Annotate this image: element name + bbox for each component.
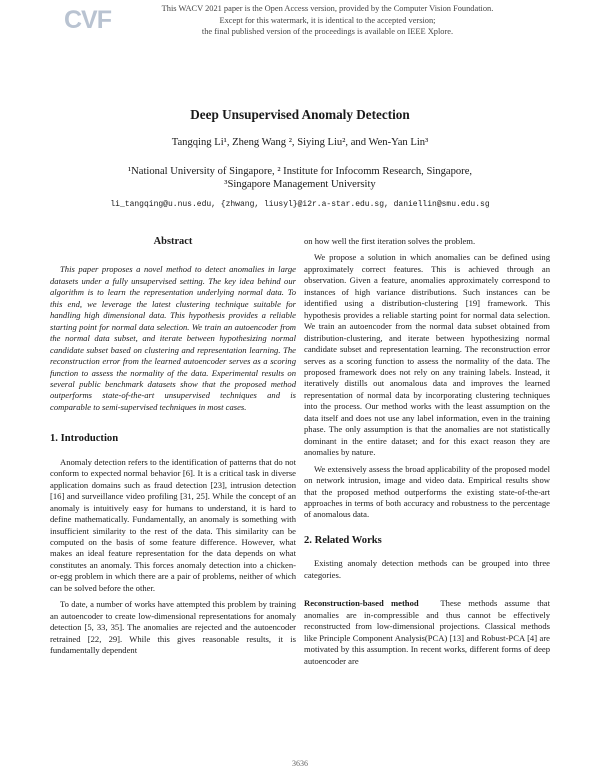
affiliation-line: ¹National University of Singapore, ² Institute for Infocomm Research, Singapore,: [127, 166, 473, 177]
open-access-watermark: [130, 3, 525, 38]
section-heading-introduction: 1. Introduction: [50, 433, 119, 445]
watermark-line: Except for this watermark, it is identical to the accepted version;: [219, 15, 436, 25]
abstract-heading: Abstract: [153, 236, 193, 247]
body-paragraph-continuation: on how well the first iteration solves the problem.: [304, 236, 476, 246]
body-paragraph: Existing anomaly detection methods can be grouped into three categories.: [304, 558, 550, 580]
affiliation-line: ³Singapore Management University: [224, 178, 376, 190]
body-paragraph: To date, a number of works have attempted this problem by training an autoencoder to create low-dimensional representations for anomaly detection [5, 33, 35]. The anomalies are rejected and the autoencoder retrained [22, 29]. While this gives reasonable results, it is fundamentally dependent: [50, 599, 296, 656]
abstract-body: [50, 264, 296, 413]
page-number: 3636: [292, 759, 308, 768]
author-list: Tangqing Li¹, Zheng Wang ², Siying Liu², and Wen-Yan Lin³: [171, 137, 429, 148]
watermark-line: This WACV 2021 paper is the Open Access version, provided by the Computer Vision Foundation.: [161, 4, 494, 13]
cvf-logo: CVF: [64, 6, 111, 34]
reconstruction-text: These methods assume that anomalies are in-compressible and thus cannot be effectively reconstructed from low-dimensional projections. Classical methods like Principle Component Analysis(PCA) [13] and Robust-PCA [4] are motivated by this assumption. In recent works, different forms of deep autoencoder are: [304, 598, 550, 666]
abstract-text: This paper proposes a novel method to detect anomalies in large datasets under a fully unsupervised setting. The key idea behind our algorithm is to learn the representation underlying normal data. To this end, we leverage the latest clustering technique suitable for handling high dimensional data. This hypothesis provides a reliable starting point for normal data selection. We train an autoencoder from the normal data subset, and iterate between hypothesizing normal candidate subset based on clustering and representation learning. The reconstruction error from the learned autoencoder serves as a scoring function to assess the normality of the data. Experimental results on several public benchmark datasets show that the proposed method outperforms state-of-the-art unsupervised techniques and is comparable to semi-supervised techniques in most cases.: [50, 264, 296, 412]
body-paragraph: Anomaly detection refers to the identification of patterns that do not conform to expected normal behavior [6]. It is a critical task in diverse application domains such as fraud detection [23], intrusion detection [16] and surveillance video profiling [31, 25]. While the concept of an anomaly is intuitively easy for humans to understand, it is hard to define mathematically. Fundamentally, an anomaly is something with insufficient similarity to the rest of the data. This similarity can be computed on the basis of some feature difference. However, what makes an ideal feature representation for the data depends on what constitutes an anomaly. This forces anomaly detection into a chicken-or-egg problem in which there are a pair of problems, neither of which can be solved before the other.: [50, 456, 296, 593]
body-paragraph: We extensively assess the broad applicability of the proposed model on network intrusion, image and video data. Empirical results show that the proposed method outperforms the existing state-of-the-art approaches in terms of both accuracy and robustness to the percentage of anomalous data.: [304, 463, 550, 520]
runin-heading-reconstruction: Reconstruction-based method: [304, 598, 419, 609]
right-column: [304, 236, 550, 667]
affiliations: [0, 166, 600, 191]
paper-title: Deep Unsupervised Anomaly Detection: [190, 107, 410, 122]
author-emails: li_tangqing@u.nus.edu, {zhwang, liusyl}@i2r.a-star.edu.sg, daniellin@smu.edu.sg: [110, 200, 490, 209]
body-paragraph-reconstruction: [304, 598, 550, 667]
section-heading-related-works: 2. Related Works: [304, 534, 382, 546]
body-paragraph: We propose a solution in which anomalies can be defined using approximately correct features. This is achieved through an observation. Given a feature, anomalies approximately correspond to instances of high variance distributions. Such instances can be identified using a distribution-clustering [19] framework. This hypothesis provides a reliable starting point for normal data selection. We train an autoencoder from the normal data subset obtained from distribution-clustering, and iterate between hypothesizing normal candidate subset and representation learning. The reconstruction error serves as a scoring function to assess the normality of the data. The proposed framework does not rely on any training labels. Instead, it iteratively distills out anomalous data and improves the learned representation of normal data by incorporating clustering techniques into the process. Our method works with the least assumption on the data itself and does not use any label information, even in the training phase. The only assumption is that the anomalies are not statistically dominant in the entire dataset; and for this exact reason they are anomalies by nature.: [304, 252, 550, 458]
left-column: [50, 236, 296, 657]
watermark-line: the final published version of the proceedings is available on IEEE Xplore.: [201, 27, 454, 36]
